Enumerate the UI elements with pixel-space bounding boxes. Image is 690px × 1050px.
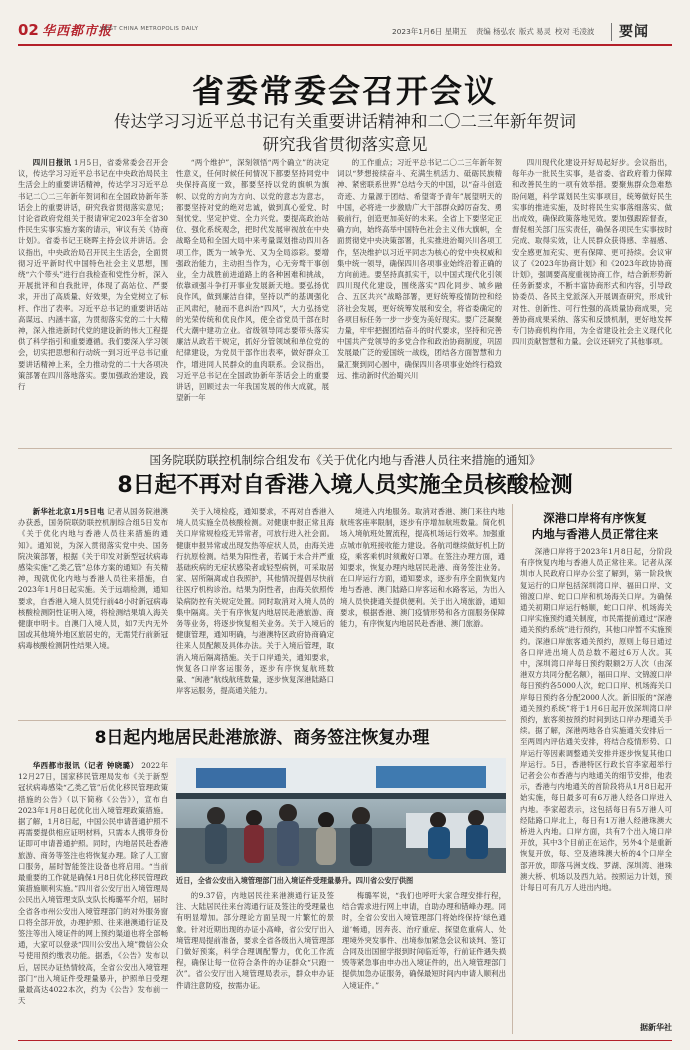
paper-english-name: WEST CHINA METROPOLIS DAILY — [100, 26, 199, 32]
news-photo — [176, 758, 506, 873]
article2-kicker: 国务院联防联控机制综合组发布《关于优化内地与香港人员往来措施的通知》 — [149, 453, 541, 467]
article1-title: 省委常委会召开会议 — [191, 72, 498, 110]
editor-credit: 责编 杨弘农 — [476, 27, 516, 36]
page-header — [0, 0, 690, 44]
issue-date: 2023年1月6日 星期五 — [392, 27, 467, 36]
paper-logo: 华西都市报 — [42, 24, 113, 39]
article2-column-3: 境进入内地服务。取消对香港、澳门来往内地航班客座率限制，逐步有序增加航班数量。简化机场入境航班处置流程，提高机场运行效率。加强重点城市航班接收能力建设。各航司继续做好机上防疫，乘客乘机时须戴好口罩。在签注办理方面，通知要求，恢复办理内地居民赴港、商务签注业务。在口岸运行方面，通知要求，逐步有序全面恢复内地与香港、澳门陆路口岸客运和水路客运，为出入境人员快捷通关提供便利。关于出入境旅游，通知要求，根据香港、澳门疫情形势和各方面服务保障能力，有序恢复内地居民赴香港、澳门旅游。 — [340, 507, 505, 629]
header-rule — [18, 44, 672, 46]
sidebar-divider — [512, 504, 513, 1034]
article1-column-1: 四川日报讯 1月5日，省委常委会召开会议，传达学习习近平总书记在中央政治局民主生活会上的重要讲话精神，传达学习习近平总书记二〇二三年新年贺词和在全国政协新年茶话会上的重要讲话，研究我省贯彻落实意见；讨论省政府党组关于报请审定2023年全省30件民生实事实施方案的请示，审议有关《协商计划》。省委书记王晓晖主持会议并讲话。会议指出，中央政治局召开民主生活会，全面贯彻习近平新时代中国特色社会主义思想，围绕“六个带头”进行自我检查和党性分析，深入开展批评和自我批评，体现了高站位、严要求，开出了高质量、好效果，为全党树立了标杆、作出了表率。习近平总书记的重要讲话站高谋远、内涵丰富，为贯彻落实党的二十大精神，深入推进新时代党的建设新的伟大工程提供了科学指引和重要遵循。我们要深入学习领会，切实把思想和行动统一到习近平总书记重要讲话精神上来，全力推动党的二十大各项决策部署在四川落地落实。要加强政治建设，践行 — [18, 158, 168, 392]
header-divider — [611, 23, 612, 41]
section-label: 要闻 — [619, 24, 649, 40]
footer-rule — [18, 1040, 672, 1041]
article1-subtitle-2: 研究我省贯彻落实意见 — [262, 135, 428, 154]
article3-column-1: 华西都市报讯（记者 钟晓璐） 2022年12月27日，国家移民管理局发布《关于新型冠状病毒感染“乙类乙管”后优化移民管理政策措施的公告》（以下简称《公告》），宣布自2023年1月8日起优化出入境管理政策措施。据了解，1月8日起，中国公民申请普通护照不再需要提供相应证明材料，只需本人携带身份证即可申请普通护照。同时，内地居民赴香港旅游、商务等签注也将恢复办理。除了人工窗口服务，届时智能签注设备也将启用。“当前最重要的工作就是确保1月8日优化移民管理政策措施顺利实施。”四川省公安厅出入境管理局公民出入境管理支队支队长梅璐军介绍，届时全省各市州公安出入境管理部门的对外服务窗口将全部开放，办理护照、往来港澳通行证及签注等出入境证件的网上预约渠道也将全部畅通，大家可以登录“四川公安出入境”微信公众号使用预约缴表功能。据悉，《公告》发布以后，居民办证热情较高，全省公安出入境管理部门“出入境证件受理量暴升，护照单日受理量最高达4022本次，约为《公告》发布前一天 — [18, 761, 168, 1006]
designer-credit: 版式 易灵 — [519, 27, 551, 36]
sidebar-title-2: 内地与香港人员正常往来 — [531, 527, 659, 541]
sidebar-title-1: 深港口岸将有序恢复 — [543, 511, 647, 525]
photo-scene — [176, 758, 506, 873]
article3-dateline: 华西都市报讯（记者 钟晓璐） — [32, 761, 139, 770]
sidebar-credit: 据新华社 — [640, 1023, 672, 1032]
article1-subtitle-1: 传达学习习近平总书记有关重要讲话精神和二〇二三年新年贺词 — [114, 112, 576, 131]
article1-column-2: “两个维护”，深刻领悟“两个确立”的决定性意义，任何时候任何情况下都要坚持同党中央保持高度一致，都要坚持以党的旗帜为旗帜、以党的方向为方向、以党的意志为意志，都要坚持对党的绝对忠诚，做到真心爱党、时刻忧党、坚定护党、全力兴党。要提高政治站位、强化系统观念，把时代发展审视放在中央战略全局和全国大局中来考量谋划推动四川各项工作，既为一域争光、又为全局添彩。要增强政治能力，主动担当作为，心无旁骛干事创业，全力战胜前进道路上的各种困难和挑战，依靠顽强斗争打开事业发展新天地。要弘扬优良作风，做到廉洁自律，坚持以严的基调强化正风肃纪，驰而不息纠治“四风”，大力弘扬党的光荣传统和优良作风，使全省党员干部在时代大潮中建功立业。省级领导同志要带头落实廉洁从政若干规定，抓好分管领域和单位党的纪律建设，为党员干部作出表率，做好群众工作，增进同人民群众的血肉联系。会议指出，习近平总书记在全国政协新年茶话会上的重要讲话，回顾过去一年我国发展的伟大成就，展望新一年 — [176, 158, 329, 403]
article2-column-2: 关于入境检疫，通知要求，不再对自香港入境人员实施全员核酸检测。对健康申报正常且海关口岸常规检疫无异常者，可放行进入社会面。健康申报异常或出现发热等症状人员，由海关进行抗原检测。结果为阳性者，若属于未合并严重基础疾病的无症状感染者或轻型病例，可采取居家、居所隔离或自我照护，其他情况提倡尽快前往医疗机构诊治。结果为阴性者，由海关依照传染病防控有关规定处置。同时取消对入境人员的集中隔离。关于有序恢复内地居民赴港旅游、商务等业务，将逐步恢复相关业务。关于入境后的健康管理，通知明确，与港澳特区政府协商确定往来人员配额及具体办法。关于入境后管理，取消入境后隔离措施。关于口岸通关，通知要求，恢复各口岸客运服务，逐步有序恢复航班数量、“闽港”航线航班数量，逐步恢复深港陆路口岸客运服务，提高通关能力。 — [176, 507, 334, 696]
article1-dateline: 四川日报讯 — [32, 158, 72, 167]
article1-divider — [18, 448, 672, 449]
sidebar-body: 深港口岸将于2023年1月8日起，分阶段有序恢复内地与香港人员正常往来。记者从深圳市人民政府口岸办公室了解到，第一阶段恢复运行的口岸包括深圳湾口岸、福田口岸、文锦渡口岸、蛇口口岸和机场海关口岸。为确保通关初期口岸运行畅顺，蛇口口岸、机场海关口岸实施预约通关制度，市民需提前通过“深港通关预约系统”进行预约，其他口岸暂不实施预约。深港口岸旅客通关预约，原则上每日通过各口岸进出境人员总数不超过6万人次。其中，深圳湾口岸每日预约限额2万人次（由深港双方共同分配名额），福田口岸、文锦渡口岸每日预约各5000人次，蛇口口岸、机场海关口岸每日预约各分配2000人次。新旧版的“深港通关预约系统”将于1月6日起开放深圳湾口岸预约，旅客须按预约时间到达口岸办理通关手续。据了解，深港两地各自实施通关安排后一至两周内评估通关安排，将结合疫情形势、口岸运行等因素调整通关安排并逐步恢复其他口岸运行。5日，香港特区行政长官李家超举行记者会公布香港与内地通关的细节安排，他表示，香港与内地通关的首阶段将从1月8日起开始实施，每日最多可有6万港人经各口岸进入内地。李家超表示，这包括每日有5万港人可经陆路口岸北上，每日有1万港人经港珠澳大桥进入内地。口岸方面，共有7个出入境口岸开放，其中3个目前正在运作，另外4个是重新恢复开放，每、空及港珠澳大桥的4个口岸全部开放，即落马洲支线、罗湖、深圳湾、港珠澳大桥、机场以及西九站。按照运力计划，预计每日可有几万人进出内地。 — [520, 547, 672, 893]
article2-column-1: 新华社北京1月5日电 记者从国务院港澳办获悉，国务院联防联控机制综合组5日发布《关于优化内地与香港人员往来措施的通知》。通知说，为深入贯彻落实党中央、国务院决策部署，根据《关于印发对新型冠状病毒感染实施“乙类乙管”总体方案的通知》有关精神，现就优化内地与香港人员往来措施，自2023年1月8日起实施。关于远端检测，通知要求，自香港入境人员凭行前48小时新冠病毒核酸检测阴性证明入境，将检测结果填入海关健康申明卡。自澳门入境人员，如7天内无外国或其他境外地区旅居史的，无需凭行前新冠病毒核酸检测阴性结果入境。 — [18, 507, 168, 651]
article3-column-3: 梅璐军说，“我们也呼吁大家合理安排行程，结合需求进行网上申请，自助办理和错峰办理。同时，全省公安出入境管理部门将始终保持‘绿色通道’畅通，因奔丧、治疗重症、探望危重病人、处理境外突发事件、出境参加紧急会议和谈判、签订合同及出国留学报到时间临近等，行前证件遇失损毁等紧急事由申办出入境证件的，出入境管理部门提供加急办证服务，确保最短时间内申请人顺利出入境证件。” — [342, 891, 506, 990]
proof-credit: 校对 毛凌波 — [555, 27, 595, 36]
article3-title: 8日起内地居民赴港旅游、商务签注恢复办理 — [94, 728, 430, 748]
page-number: 02 — [18, 21, 39, 39]
article1-column-3: 的工作重点；习近平总书记二〇二三年新年贺词以“梦想接续奋斗、充满生机活力、砥砺民族精神、紧密联系世界”总结今天的中国，以“奋斗创造奇迹、力量源于团结、希望寄予青年”展望明天的中国，必将进一步激励广大干部群众踔厉奋发、勇毅前行，创造更加美好的未来。全省上下要坚定正确方向，始终高举中国特色社会主义伟大旗帜，全面贯彻党中央决策部署，扎实推进治蜀兴川各项工作，坚决维护以习近平同志为核心的党中央权威和集中统一领导，确保四川各项事业始终沿着正确的方向前进。要坚持真抓实干，以中国式现代化引领四川现代化建设，围绕落实“四化同步、城乡融合、五区共兴”战略部署，更好统筹疫情防控和经济社会发展，更好统筹发展和安全，将省委确定的各项目标任务一步一步变为美好现实。要广泛凝聚力量，牢牢把握团结奋斗的时代要求，坚持和完善中国共产党领导的多党合作和政治协商制度，巩固发展最广泛的爱国统一战线，团结各方面智慧和力量汇聚到同心圆中，确保四川各项事业始终行稳致远、推动新时代治蜀兴川 — [337, 158, 502, 380]
photo-caption: 近日，全省公安出入境管理部门出入境证件受理量暴升。四川省公安厅供图 — [176, 876, 414, 885]
article1-column-4: 四川现代化建设开好局起好步。会议指出，每年办一批民生实事，是省委、省政府着力保障和改善民生的一项有效举措。要聚焦群众急难愁盼问题，科学谋划民生实事项目，统筹做好民生实事的推进实施，及时将民生实事落细落实、做出成效，确保政策落地见效。要加强跟踪督查，督促相关部门压实责任，确保各项民生实事按时完成、取得实效，让人民群众获得感、幸福感、安全感更加充实、更有保障、更可持续。会议审议了《2023年协商计划》和《2023年政协协商计划》，强调要高度重视协商工作，结合新形势新任务新要求，不断丰富协商形式和内容，引导政协委员、各民主党派深入开展调查研究，形成针对性、创新性、可行性强的高质量协商成果，完善协商成果采纳、落实和反馈机制，更好地发挥专门协商机构作用，为全省建设社会主义现代化四川贡献智慧和力量。会议还研究了其他事项。 — [512, 158, 672, 347]
article2-dateline: 新华社北京1月5日电 — [32, 507, 105, 516]
article2-divider — [18, 720, 506, 721]
article3-column-2: 的9.37倍，内地居民往来港澳通行证及签注、大陆居民往来台湾通行证及签注的受理量也有明显增加。部分理论方面呈现一片繁忙的景象。针对近期出现的办证小高峰，省公安厅出入境管理局提前准备，要求全省各级出入境管理部门做好预案，科学合理调配警力，优化工作流程，确保让每一位符合条件的办证群众“只跑一次”。省公安厅出入境管理局表示，群众申办证件请注意防疫，按需办证。 — [176, 891, 334, 990]
article2-title: 8日起不再对自香港入境人员实施全员核酸检测 — [117, 473, 573, 498]
